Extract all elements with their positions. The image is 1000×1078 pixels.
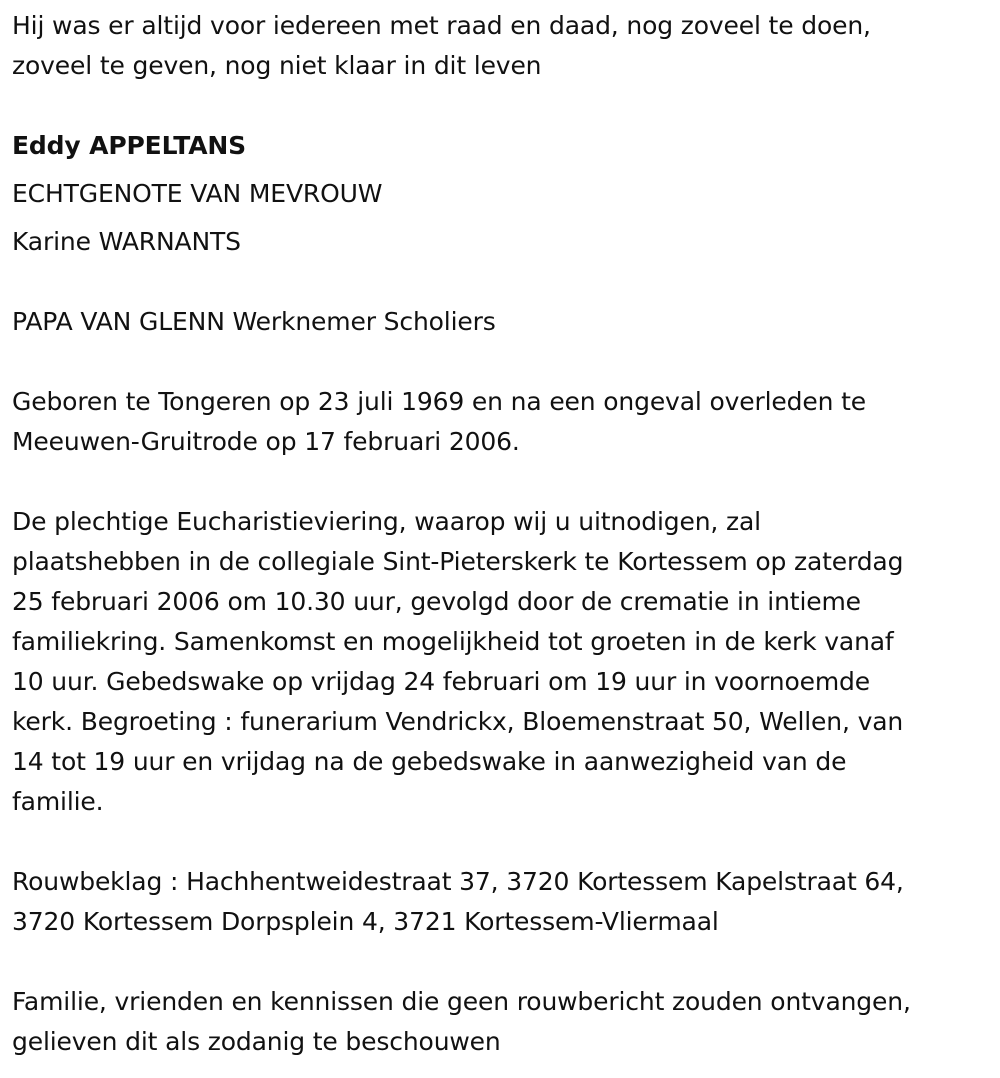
spacer xyxy=(12,462,988,502)
spouse-name: Karine WARNANTS xyxy=(12,227,241,256)
ceremony-line: familiekring. Samenkomst en mogelijkheid tot groeten in de kerk vanaf xyxy=(12,627,894,656)
ceremony-line: De plechtige Eucharistieviering, waarop wij u uitnodigen, zal xyxy=(12,507,761,536)
birth-death-paragraph xyxy=(12,382,988,462)
family-line: PAPA VAN GLENN Werknemer Scholiers xyxy=(12,307,496,336)
closing-line: Familie, vrienden en kennissen die geen rouwbericht zouden ontvangen, xyxy=(12,987,911,1016)
ceremony-paragraph xyxy=(12,502,988,822)
closing-paragraph xyxy=(12,982,988,1062)
spacer xyxy=(12,262,988,302)
ceremony-line: kerk. Begroeting : funerarium Vendrickx, Bloemenstraat 50, Wellen, van xyxy=(12,707,904,736)
ceremony-line: plaatshebben in de collegiale Sint-Pieterskerk te Kortessem op zaterdag xyxy=(12,547,904,576)
deceased-name: Eddy APPELTANS xyxy=(12,131,247,160)
condolences-line: 3720 Kortessem Dorpsplein 4, 3721 Kortessem-Vliermaal xyxy=(12,907,719,936)
ceremony-line: 14 tot 19 uur en vrijdag na de gebedswake in aanwezigheid van de xyxy=(12,747,847,776)
spacer xyxy=(12,342,988,382)
relation-line: ECHTGENOTE VAN MEVROUW xyxy=(12,179,383,208)
ceremony-line: 10 uur. Gebedswake op vrijdag 24 februari om 19 uur in voornoemde xyxy=(12,667,871,696)
intro-paragraph xyxy=(12,6,988,86)
ceremony-line: familie. xyxy=(12,787,104,816)
deceased-block xyxy=(12,126,988,262)
intro-line: Hij was er altijd voor iedereen met raad en daad, nog zoveel te doen, xyxy=(12,11,871,40)
birth-death-line: Geboren te Tongeren op 23 juli 1969 en na een ongeval overleden te xyxy=(12,387,866,416)
ceremony-line: 25 februari 2006 om 10.30 uur, gevolgd door de crematie in intieme xyxy=(12,587,861,616)
spacer xyxy=(12,942,988,982)
spacer xyxy=(12,86,988,126)
spacer xyxy=(12,822,988,862)
condolences-line: Rouwbeklag : Hachhentweidestraat 37, 3720 Kortessem Kapelstraat 64, xyxy=(12,867,904,896)
family-paragraph xyxy=(12,302,988,342)
closing-line: gelieven dit als zodanig te beschouwen xyxy=(12,1027,501,1056)
condolences-paragraph xyxy=(12,862,988,942)
intro-line: zoveel te geven, nog niet klaar in dit leven xyxy=(12,51,542,80)
birth-death-line: Meeuwen-Gruitrode op 17 februari 2006. xyxy=(12,427,520,456)
